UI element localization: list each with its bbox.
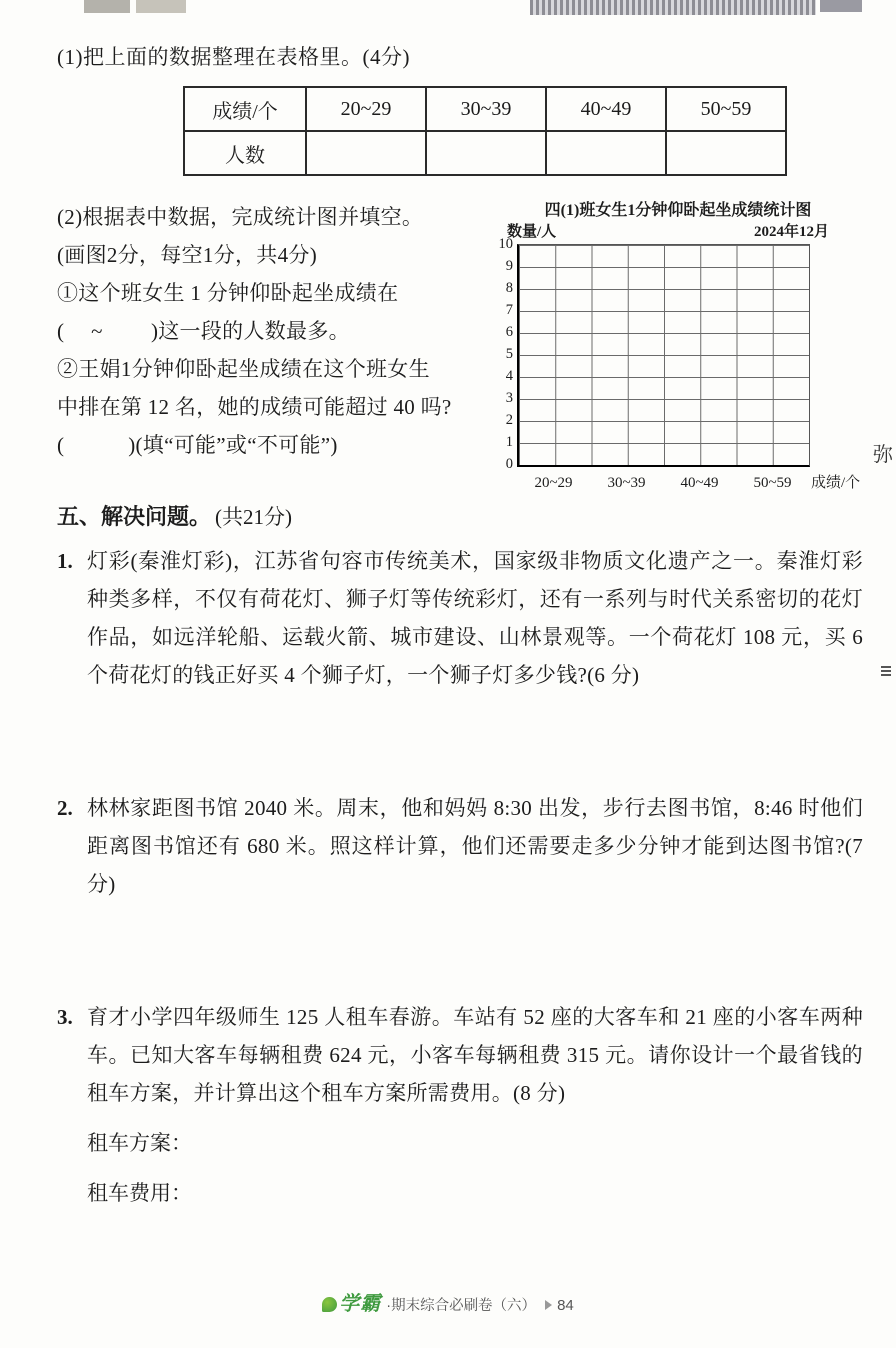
chart-grid-answer-area[interactable] [517, 244, 810, 467]
y-tick: 0 [505, 456, 513, 472]
table-row [184, 131, 786, 175]
chart-y-axis-label: 数量/人 [507, 224, 557, 240]
y-tick: 7 [505, 302, 513, 318]
question-2-sub2: ②王娟1分钟仰卧起坐成绩在这个班女生 [57, 357, 430, 381]
chart-title: 四(1)班女生1分钟仰卧起坐成绩统计图 [544, 202, 812, 219]
xueba-logo: 学霸 [339, 1293, 382, 1315]
question-2-sub2-blank: ( )(填“可能”或“不可能”) [57, 433, 338, 457]
scan-artifact-thumbnail [84, 0, 130, 13]
y-tick: 10 [498, 236, 513, 252]
y-tick: 1 [505, 434, 513, 450]
chart-y-ticks [493, 236, 517, 472]
problem-text: 灯彩(秦淮灯彩)，江苏省句容市传统美术，国家级非物质文化遗产之一。秦淮灯彩种类多样，不仅有荷花灯、狮子灯等传统彩灯，还有一系列与时代关系密切的花灯作品，如远洋轮船、运载火箭、城市建设、山林景观等。一个荷花灯 108 元，买 6 个荷花灯的钱正好买 4 个狮子灯，一个狮子灯多少钱?(6 分) [87, 549, 863, 687]
table-header-cell: 20~29 [306, 87, 426, 131]
table-answer-cell[interactable] [426, 131, 546, 175]
y-tick: 2 [505, 412, 513, 428]
problem-text: 林林家距图书馆 2040 米。周末，他和妈妈 8:30 出发，步行去图书馆，8:46 时他们距离图书馆还有 680 米。照这样计算，他们还需要走多少分钟才能到达图书馆?(7 分) [87, 796, 863, 896]
problem-2 [57, 789, 863, 903]
page-edge-artifact: 弥 [873, 444, 893, 466]
xueba-logo-icon [322, 1297, 337, 1312]
footer-booklet-title: ·期末综合必刷卷（六） [386, 1298, 537, 1314]
problem-text: 育才小学四年级师生 125 人租车春游。车站有 52 座的大客车和 21 座的小客车两种车。已知大客车每辆租费 624 元，小客车每辆租费 315 元。请你设计一个最省钱的租车方案，并计算出这个租车方案所需费用。(8 分) [87, 1005, 863, 1105]
table-row [184, 87, 786, 131]
table-header-cell: 成绩/个 [184, 87, 306, 131]
chart-x-axis-label: 成绩/个 [811, 475, 861, 491]
question-2-score-note: (画图2分，每空1分，共4分) [57, 243, 317, 267]
question-2-sub1: ①这个班女生 1 分钟仰卧起坐成绩在 [57, 281, 399, 305]
answer-line-cost: 租车费用： [87, 1181, 192, 1205]
question-2-label: (2)根据表中数据，完成统计图并填空。 [57, 205, 424, 229]
table-answer-cell[interactable] [546, 131, 666, 175]
scan-artifact-text-strip [530, 0, 816, 15]
page-content [57, 42, 863, 1212]
scan-artifact-thumbnail [136, 0, 186, 13]
page-number: 84 [557, 1297, 574, 1314]
x-tick: 50~59 [753, 475, 792, 491]
question-2-sub2b: 中排在第 12 名，她的成绩可能超过 40 吗? [57, 395, 452, 419]
table-answer-cell[interactable] [306, 131, 426, 175]
page-marker-icon [545, 1300, 552, 1310]
scan-artifact-chip [820, 0, 862, 12]
workspace-2 [57, 903, 863, 988]
statistics-chart [493, 198, 863, 494]
problem-number: 2. [57, 796, 73, 820]
chart-x-ticks [517, 472, 809, 494]
question-2-block [57, 198, 863, 494]
section-5-title: 五、解决问题。 (共21分) [57, 504, 293, 529]
question-2-text [57, 198, 493, 494]
answer-line-plan: 租车方案： [87, 1131, 192, 1155]
score-table [183, 86, 787, 176]
page-edge-marks [881, 664, 891, 678]
problem-1 [57, 542, 863, 694]
problem-number: 3. [57, 1005, 73, 1029]
chart-date-label: 2024年12月 [753, 224, 829, 240]
table-header-cell: 50~59 [666, 87, 786, 131]
table-answer-cell[interactable] [666, 131, 786, 175]
y-tick: 5 [505, 346, 513, 362]
table-header-cell: 30~39 [426, 87, 546, 131]
table-row-label: 人数 [184, 131, 306, 175]
question-2-sub1-blank: ( ~ )这一段的人数最多。 [57, 319, 350, 343]
y-tick: 4 [505, 368, 513, 384]
y-tick: 9 [505, 258, 513, 274]
workspace-1 [57, 694, 863, 779]
y-tick: 6 [505, 324, 513, 340]
y-tick: 8 [505, 280, 513, 296]
table-header-cell: 40~49 [546, 87, 666, 131]
problem-3 [57, 998, 863, 1112]
x-tick: 30~39 [607, 475, 646, 491]
page-footer [0, 1287, 896, 1316]
question-1-label: (1)把上面的数据整理在表格里。(4分) [57, 45, 410, 69]
y-tick: 3 [505, 390, 513, 406]
problem-number: 1. [57, 549, 73, 573]
x-tick: 20~29 [534, 475, 573, 491]
x-tick: 40~49 [680, 475, 719, 491]
